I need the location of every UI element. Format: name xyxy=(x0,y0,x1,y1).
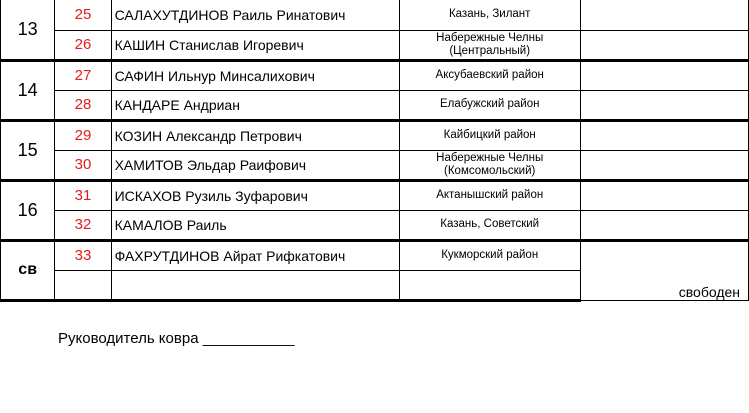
table-row xyxy=(1,30,749,60)
participant-name: КАНДАРЕ Андриан xyxy=(111,90,399,120)
participant-name: САЛАХУТДИНОВ Раиль Ринатович xyxy=(111,0,399,30)
result-cell xyxy=(580,90,748,120)
participant-region: Аксубаевский район xyxy=(399,60,580,90)
table-row xyxy=(1,120,749,150)
participant-name: КАМАЛОВ Раиль xyxy=(111,210,399,240)
result-cell: свободен xyxy=(580,240,748,300)
pair-number: 14 xyxy=(1,60,55,120)
participant-region: Кукморский район xyxy=(399,240,580,270)
pair-number: 16 xyxy=(1,180,55,240)
result-cell xyxy=(580,150,748,180)
participant-number: 28 xyxy=(55,90,111,120)
participant-region: Елабужский район xyxy=(399,90,580,120)
participant-number: 33 xyxy=(55,240,111,270)
result-cell xyxy=(580,120,748,150)
participant-region: Казань, Советский xyxy=(399,210,580,240)
participant-region: Набережные Челны (Комсомольский) xyxy=(399,150,580,180)
result-cell xyxy=(580,210,748,240)
participant-name: ХАМИТОВ Эльдар Раифович xyxy=(111,150,399,180)
participant-number xyxy=(55,270,111,300)
table-row xyxy=(1,60,749,90)
pair-number: 13 xyxy=(1,0,55,60)
participant-number: 29 xyxy=(55,120,111,150)
result-cell xyxy=(580,30,748,60)
participant-region: Казань, Зилант xyxy=(399,0,580,30)
participant-name: КОЗИН Александр Петрович xyxy=(111,120,399,150)
participant-number: 25 xyxy=(55,0,111,30)
table-row xyxy=(1,180,749,210)
table-row xyxy=(1,150,749,180)
participant-region: Актанышский район xyxy=(399,180,580,210)
table-row xyxy=(1,210,749,240)
table-row xyxy=(1,240,749,270)
participant-name xyxy=(111,270,399,300)
participant-name: САФИН Ильнур Минсалихович xyxy=(111,60,399,90)
participant-region xyxy=(399,270,580,300)
table-row xyxy=(1,0,749,30)
participant-number: 31 xyxy=(55,180,111,210)
participant-number: 26 xyxy=(55,30,111,60)
participant-number: 32 xyxy=(55,210,111,240)
participant-name: ФАХРУТДИНОВ Айрат Рифкатович xyxy=(111,240,399,270)
participant-number: 27 xyxy=(55,60,111,90)
table-row xyxy=(1,90,749,120)
pair-number: св xyxy=(1,240,55,300)
mat-supervisor-signature-line: Руководитель ковра ___________ xyxy=(58,330,295,347)
result-cell xyxy=(580,180,748,210)
participant-name: ИСКАХОВ Рузиль Зуфарович xyxy=(111,180,399,210)
participant-region: Набережные Челны (Центральный) xyxy=(399,30,580,60)
participant-number: 30 xyxy=(55,150,111,180)
participant-name: КАШИН Станислав Игоревич xyxy=(111,30,399,60)
pair-number: 15 xyxy=(1,120,55,180)
participant-region: Кайбицкий район xyxy=(399,120,580,150)
result-cell xyxy=(580,0,748,30)
result-cell xyxy=(580,60,748,90)
